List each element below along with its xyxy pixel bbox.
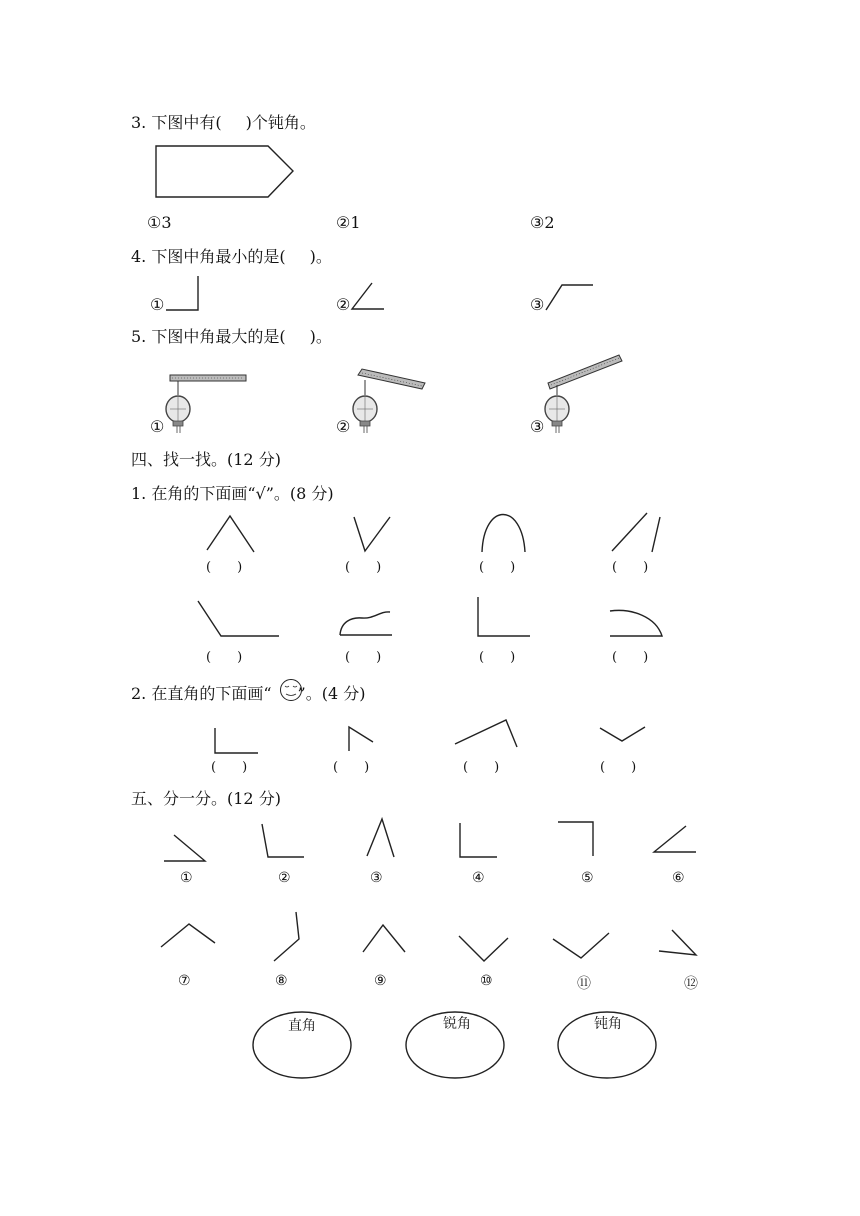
ruler-icon — [170, 375, 246, 381]
smiley-face-icon — [281, 680, 302, 701]
s5-label-10: ⑩ — [480, 973, 493, 989]
q5-stem-suffix: )。 — [309, 327, 332, 346]
s4p1-answer-paren-5[interactable]: ( ) — [206, 650, 243, 665]
s4p1-answer-paren-7[interactable]: ( ) — [479, 650, 516, 665]
s5-label-8: ⑧ — [275, 973, 288, 989]
s4p1-figure-8-sector — [610, 610, 662, 636]
s5-angle-9 — [363, 925, 405, 952]
s5-angle-2 — [262, 824, 304, 857]
s4p2-figure-3-angle — [455, 720, 517, 747]
s4p1-answer-paren-3[interactable]: ( ) — [479, 560, 516, 575]
s4p1-figure-2-vee — [354, 517, 390, 551]
ruler-icon — [548, 355, 622, 389]
s5-angle-10 — [459, 936, 508, 961]
oval-obtuse-angle[interactable] — [558, 1012, 656, 1078]
ruler-icon — [358, 369, 425, 389]
section4-part1-stem: 1. 在角的下面画“√”。(8 分) — [131, 484, 334, 503]
s5-label-6: ⑥ — [672, 870, 685, 886]
s5-angle-3 — [367, 819, 394, 857]
q4-angle-right — [166, 276, 198, 310]
q5-option-3-figure — [545, 355, 622, 433]
s5-angle-1 — [164, 835, 205, 861]
s5-label-9: ⑨ — [374, 973, 387, 989]
oval-label-obtuse-angle: 钝角 — [594, 1016, 622, 1032]
q4-stem-suffix: )。 — [309, 247, 332, 266]
s4p1-figure-4-line-a — [612, 513, 647, 551]
s4p2-answer-paren-3[interactable]: ( ) — [463, 760, 500, 775]
q4-stem-prefix: 4. 下图中角最小的是( — [131, 247, 286, 266]
q5-stem-prefix: 5. 下图中角最大的是( — [131, 327, 286, 346]
s4p1-figure-7-right-angle — [478, 597, 530, 636]
s5-angle-8 — [274, 912, 299, 961]
section4-part2-prefix: 2. 在直角的下面画“ — [131, 684, 272, 703]
oval-label-acute-angle: 锐角 — [443, 1016, 471, 1032]
q3-stem-prefix: 3. 下图中有( — [131, 113, 222, 132]
q3-option-3[interactable]: ③2 — [530, 213, 555, 232]
s4p1-figure-6-curve — [340, 612, 392, 635]
s4p1-answer-paren-6[interactable]: ( ) — [345, 650, 382, 665]
s5-angle-12 — [659, 930, 696, 955]
s5-label-5: ⑤ — [581, 870, 594, 886]
lantern-icon — [166, 396, 190, 433]
s4p1-answer-paren-2[interactable]: ( ) — [345, 560, 382, 575]
s5-label-7: ⑦ — [178, 973, 191, 989]
oval-label-right-angle: 直角 — [288, 1018, 316, 1034]
q4-angle-obtuse — [546, 285, 593, 310]
q3-option-1[interactable]: ①3 — [147, 213, 172, 232]
s4p1-answer-paren-8[interactable]: ( ) — [612, 650, 649, 665]
s5-label-12: ⑫ — [684, 976, 698, 992]
s4p1-figure-1-angle — [207, 516, 254, 552]
s5-label-11: ⑪ — [577, 976, 591, 992]
oval-acute-angle[interactable] — [406, 1012, 504, 1078]
section5-title: 五、分一分。(12 分) — [131, 789, 281, 808]
s4p1-figure-5-angle — [198, 601, 279, 636]
q5-option-2-figure — [353, 369, 425, 433]
s5-label-1: ① — [180, 870, 193, 886]
q4-angle-acute — [352, 283, 384, 309]
lantern-icon — [545, 396, 569, 433]
s5-label-4: ④ — [472, 870, 485, 886]
s4p2-figure-2-angle — [349, 727, 373, 751]
section4-part2-suffix: ”。(4 分) — [297, 684, 366, 703]
s4p1-answer-paren-4[interactable]: ( ) — [612, 560, 649, 575]
q3-stem-suffix: )个钝角。 — [245, 113, 316, 132]
s4p2-figure-1-right-angle — [215, 728, 258, 753]
q5-option-mark-3[interactable]: ③ — [530, 417, 545, 436]
oval-right-angle[interactable] — [253, 1012, 351, 1078]
q3-arrow-pentagon — [156, 146, 293, 197]
q5-option-mark-2[interactable]: ② — [336, 417, 351, 436]
lantern-icon — [353, 396, 377, 433]
section4-title: 四、找一找。(12 分) — [131, 450, 281, 469]
q4-option-mark-1[interactable]: ① — [150, 295, 165, 314]
q4-option-mark-2[interactable]: ② — [336, 295, 351, 314]
s4p2-figure-4-angle — [600, 727, 645, 741]
q3-option-2[interactable]: ②1 — [336, 213, 361, 232]
s4p1-figure-3-arch — [482, 515, 525, 553]
s5-angle-5 — [558, 822, 593, 856]
s4p2-answer-paren-1[interactable]: ( ) — [211, 760, 248, 775]
q4-option-mark-3[interactable]: ③ — [530, 295, 545, 314]
s5-angle-6 — [654, 826, 696, 852]
s4p1-figure-4-line-b — [652, 517, 660, 552]
s4p2-answer-paren-2[interactable]: ( ) — [333, 760, 370, 775]
s5-angle-11 — [553, 933, 609, 958]
s5-label-2: ② — [278, 870, 291, 886]
s5-angle-4 — [460, 823, 497, 857]
s5-label-3: ③ — [370, 870, 383, 886]
s5-angle-7 — [161, 924, 215, 947]
s4p2-answer-paren-4[interactable]: ( ) — [600, 760, 637, 775]
s4p1-answer-paren-1[interactable]: ( ) — [206, 560, 243, 575]
q5-option-mark-1[interactable]: ① — [150, 417, 165, 436]
q5-option-1-figure — [166, 375, 246, 433]
